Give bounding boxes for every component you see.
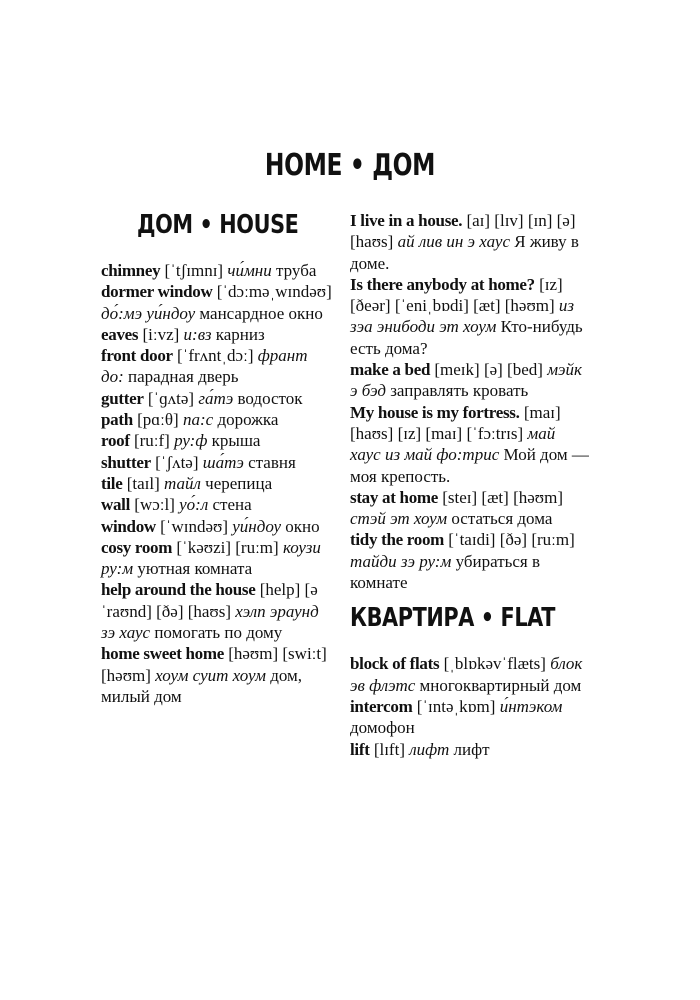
entry-pronunciation: ай лив ин э хаус — [397, 232, 510, 252]
entry-word: stay at home — [350, 487, 438, 507]
dictionary-entry — [101, 409, 333, 430]
entry-translation: окно — [281, 516, 320, 536]
entry-word: lift — [350, 739, 370, 759]
dictionary-entry — [350, 529, 590, 593]
entry-transcription: [taɪl] — [122, 473, 164, 493]
dictionary-entry — [101, 643, 333, 707]
entry-pronunciation: мэйк э бэд — [350, 360, 582, 401]
entry-word: eaves — [101, 324, 139, 344]
page-title: HOME • ДОМ — [264, 148, 436, 183]
entry-pronunciation: из зэа энибоди эт хоум — [350, 296, 575, 337]
entry-pronunciation: уо́:л — [179, 495, 209, 515]
dictionary-entry — [101, 452, 333, 473]
entry-translation: уютная комната — [133, 559, 253, 579]
entry-pronunciation: га́тэ — [198, 388, 234, 408]
dictionary-entry — [101, 494, 333, 515]
dictionary-entry — [101, 260, 333, 281]
entry-translation: лифт — [449, 739, 490, 759]
entry-word: intercom — [350, 696, 413, 716]
entry-translation: дорожка — [213, 410, 279, 430]
dictionary-entry — [350, 274, 590, 359]
entry-pronunciation: блок эв флэтс — [350, 654, 583, 695]
entry-transcription: [ˈɪntəˌkɒm] — [412, 696, 500, 716]
entry-transcription: [ˈtaɪdi] [ðə] [ruːm] — [444, 530, 575, 550]
entry-word: Is there anybody at home? — [350, 274, 535, 294]
dictionary-entry — [350, 359, 590, 402]
entry-translation: Кто-нибудь есть дома? — [350, 317, 583, 358]
entry-word: block of flats — [350, 654, 440, 674]
left-column — [101, 210, 333, 707]
entry-pronunciation: франт до: — [101, 346, 308, 387]
entry-list — [350, 210, 590, 593]
entry-transcription: [help] [əˈraʊnd] [ðə] [haʊs] — [101, 580, 318, 621]
entry-transcription: [ˈʃʌtə] — [150, 452, 203, 472]
entry-transcription: [aɪ] [lɪv] [ɪn] [ə] [haʊs] — [350, 211, 576, 252]
entry-word: make a bed — [350, 360, 431, 380]
dictionary-entry — [101, 579, 333, 643]
entry-translation: черепица — [200, 473, 273, 493]
dictionary-entry — [101, 388, 333, 409]
entry-transcription: [steɪ] [æt] [həʊm] — [438, 487, 563, 507]
entry-transcription: [ˈtʃɪmnɪ] — [160, 261, 228, 280]
entry-word: tile — [101, 473, 123, 493]
entry-transcription: [ˌblɒkəvˈflæts] — [439, 654, 551, 674]
dictionary-entry — [350, 696, 590, 739]
entry-translation: стена — [208, 495, 252, 515]
entry-pronunciation: и:вз — [183, 324, 212, 344]
entry-pronunciation: ша́тэ — [202, 452, 244, 472]
entry-pronunciation: чи́мни — [227, 261, 272, 280]
dictionary-entry — [350, 739, 590, 760]
entry-transcription: [ˈdɔːməˌwɪndəʊ] — [212, 282, 332, 302]
dictionary-entry — [101, 473, 333, 494]
entry-transcription: [ɪz] [ðeər] [ˈeniˌbɒdi] [æt] [həʊm] — [350, 274, 563, 316]
entry-translation: водосток — [233, 388, 303, 408]
entry-pronunciation: май хаус из май фо:трис — [350, 423, 556, 465]
entry-transcription: [ˈwɪndəʊ] — [155, 516, 233, 536]
entry-translation: Я живу в доме. — [350, 232, 579, 273]
section-heading-flat: КВАРТИРА • FLAT — [350, 603, 556, 634]
entry-translation: дом, милый дом — [101, 665, 303, 706]
entry-pronunciation: тайл — [164, 473, 201, 493]
entry-pronunciation: и́нтэком — [499, 696, 563, 716]
entry-translation: труба — [271, 261, 317, 280]
entry-word: I live in a house. — [350, 211, 463, 230]
dictionary-entry — [350, 487, 590, 530]
entry-translation: Мой дом — моя крепость. — [350, 445, 589, 486]
entry-translation: помогать по дому — [150, 623, 283, 643]
entry-translation: карниз — [211, 324, 265, 344]
entry-translation: ставня — [243, 452, 296, 472]
entry-pronunciation: хэлп эраунд зэ хаус — [101, 601, 319, 643]
entry-translation: домофон — [350, 718, 415, 738]
entry-transcription: [ˈɡʌtə] — [143, 388, 199, 408]
entry-pronunciation: хоум суит хоум — [155, 665, 266, 685]
dictionary-entry — [350, 653, 590, 696]
entry-translation: заправлять кровать — [385, 381, 529, 401]
entry-translation: крыша — [207, 431, 261, 451]
entry-translation: мансардное окно — [195, 303, 323, 323]
dictionary-entry — [350, 402, 590, 487]
dictionary-entry — [101, 345, 333, 388]
dictionary-entry — [101, 281, 333, 324]
entry-list — [350, 653, 590, 759]
entry-pronunciation: тайди зэ ру:м — [350, 551, 452, 571]
dictionary-entry — [101, 516, 333, 537]
entry-translation: убираться в комнате — [350, 551, 541, 593]
entry-pronunciation: коузи ру:м — [101, 537, 321, 579]
entry-word: window — [101, 516, 156, 536]
entry-translation: остаться дома — [447, 509, 553, 529]
entry-pronunciation: лифт — [409, 739, 450, 759]
entry-word: help around the house — [101, 580, 256, 600]
entry-transcription: [ruːf] — [129, 431, 175, 451]
dictionary-entry — [101, 324, 333, 345]
entry-word: gutter — [101, 388, 144, 408]
entry-word: front door — [101, 346, 173, 366]
right-column — [350, 210, 590, 760]
entry-pronunciation: до́:мэ уи́ндоу — [101, 303, 196, 323]
entry-word: home sweet home — [101, 644, 224, 664]
entry-transcription: [iːvz] — [138, 324, 184, 344]
dictionary-entry — [101, 537, 333, 580]
dictionary-entry — [350, 210, 590, 274]
entry-word: path — [101, 410, 133, 430]
entry-transcription: [maɪ] [haʊs] [ɪz] [maɪ] [ˈfɔːtrɪs] — [350, 402, 561, 443]
entry-word: dormer window — [101, 282, 213, 302]
entry-word: roof — [101, 431, 130, 451]
entry-word: My house is my fortress. — [350, 402, 520, 422]
entry-transcription: [pɑːθ] — [132, 410, 183, 430]
entry-translation: парадная дверь — [123, 367, 239, 387]
entry-transcription: [wɔːl] — [130, 495, 180, 515]
entry-word: shutter — [101, 452, 151, 472]
section-heading-house: ДОМ • HOUSE — [137, 210, 299, 240]
entry-transcription: [ˈfrʌntˌdɔː] — [172, 346, 258, 366]
entry-word: chimney — [101, 261, 161, 280]
entry-transcription: [ˈkəʊzi] [ruːm] — [172, 537, 283, 557]
entry-list — [101, 260, 333, 707]
dictionary-entry — [101, 430, 333, 451]
entry-pronunciation: ру:ф — [174, 431, 208, 451]
entry-pronunciation: па:с — [182, 410, 214, 430]
entry-word: wall — [101, 495, 131, 515]
entry-word: tidy the room — [350, 530, 444, 550]
entry-transcription: [meɪk] [ə] [bed] — [430, 360, 548, 380]
entry-translation: многоквартирный дом — [415, 675, 582, 695]
entry-transcription: [lɪft] — [369, 739, 410, 759]
entry-word: cosy room — [101, 537, 173, 557]
entry-pronunciation: стэй эт хоум — [350, 509, 448, 529]
entry-pronunciation: уи́ндоу — [232, 516, 282, 536]
entry-transcription: [həʊm] [swiːt] [həʊm] — [101, 644, 327, 685]
